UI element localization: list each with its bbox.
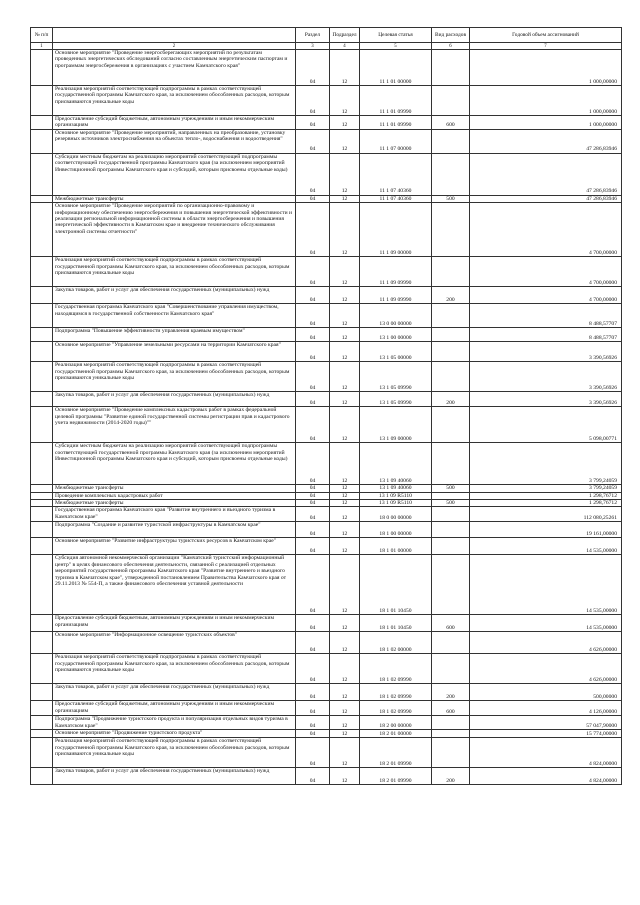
table-row [31,116,622,130]
row-target-cell: 18 0 00 00000 [360,507,432,522]
row-vid-cell: 200 [432,287,470,304]
row-target-cell: 11 1 07 40360 [360,195,432,202]
row-sum-cell: 15 774,00000 [470,730,622,738]
row-razdel-cell: 04 [296,153,330,195]
row-vid-cell [432,86,470,116]
row-name-cell: Субсидия автономной некоммерческой организации "Камчатский туристский информационный центр" в целях финансового обеспечения деятельности, связанной с реализацией отдельных мероприятий государственной программы Камчатского края "Развитие внутреннего и въездного туризма в Камчатском крае", утвержденной постановлением Правительства Камчатского края от 29.11.2013 № 554-П, а также финансового обеспечения уставной деятельности [53,555,296,615]
row-podrazdel-cell: 12 [330,342,360,362]
row-name-cell: Основное мероприятие "Проведение мероприятий по организационно-правовому и информационному обеспечению энергосбережения и повышения энергетической эффективности и реализации региональной информационной системы в области энергосбережения и повышения энергетической эффективности в Камчатском крае и внедрение технического обслуживания электронной системы отчетности" [53,203,296,257]
row-number-cell [31,287,53,304]
row-name-cell: Подпрограмма "Продвижение туристского продукта и популяризация отдельных видов туризма в Камчатском крае" [53,716,296,730]
row-vid-cell [432,304,470,328]
row-name-cell: Подпрограмма "Повышение эффективности управления краевым имуществом" [53,328,296,342]
table-row [31,362,622,392]
row-vid-cell [432,492,470,499]
index-cell: 7 [470,43,622,50]
row-number-cell [31,507,53,522]
row-podrazdel-cell: 12 [330,615,360,632]
row-number-cell [31,768,53,785]
row-vid-cell: 200 [432,768,470,785]
row-razdel-cell: 04 [296,392,330,407]
row-sum-cell: 14 535,00000 [470,615,622,632]
table-row [31,392,622,407]
row-target-cell: 13 1 09 R5110 [360,500,432,507]
row-target-cell: 11 1 01 09990 [360,116,432,130]
row-podrazdel-cell: 12 [330,304,360,328]
row-razdel-cell: 04 [296,615,330,632]
row-podrazdel-cell: 12 [330,632,360,654]
row-vid-cell: 200 [432,684,470,701]
row-target-cell: 18 1 01 00000 [360,538,432,555]
row-razdel-cell: 04 [296,116,330,130]
row-podrazdel-cell: 12 [330,153,360,195]
row-name-cell: Реализация мероприятий соответствующей подпрограммы в рамках соответствующей государственной программы Камчатского края, за исключением обособленных расходов, которым присваиваются уникальные коды [53,654,296,684]
row-name-cell: Основное мероприятие "Развитие инфраструктуры туристских ресурсов в Камчатском крае" [53,538,296,555]
row-vid-cell: 600 [432,701,470,716]
row-razdel-cell: 04 [296,50,330,86]
row-razdel-cell: 04 [296,684,330,701]
row-sum-cell: 57 047,90000 [470,716,622,730]
row-podrazdel-cell: 12 [330,50,360,86]
row-sum-cell: 4 126,00000 [470,701,622,716]
row-number-cell [31,500,53,507]
index-cell: 3 [296,43,330,50]
row-number-cell [31,522,53,538]
row-target-cell: 18 1 01 10450 [360,555,432,615]
row-sum-cell: 47 286,83946 [470,153,622,195]
row-sum-cell: 19 161,00000 [470,522,622,538]
row-vid-cell [432,50,470,86]
row-vid-cell [432,716,470,730]
table-row [31,257,622,287]
row-name-cell: Закупка товаров, работ и услуг для обеспечения государственных (муниципальных) нужд [53,287,296,304]
row-vid-cell [432,555,470,615]
row-name-cell: Предоставление субсидий бюджетным, автономным учреждениям и иным некоммерческим организациям [53,701,296,716]
table-row [31,555,622,615]
row-vid-cell: 500 [432,500,470,507]
row-number-cell [31,684,53,701]
header-podrazdel: Подраздел [330,28,360,43]
row-razdel-cell: 04 [296,492,330,499]
row-number-cell [31,257,53,287]
row-target-cell: 13 0 00 00000 [360,304,432,328]
row-target-cell: 13 1 09 00000 [360,407,432,443]
row-vid-cell: 600 [432,615,470,632]
table-row [31,615,622,632]
table-row [31,492,622,499]
row-podrazdel-cell: 12 [330,522,360,538]
table-row [31,287,622,304]
row-target-cell: 11 1 09 00000 [360,203,432,257]
table-row [31,654,622,684]
row-number-cell [31,730,53,738]
row-podrazdel-cell: 12 [330,257,360,287]
row-number-cell [31,50,53,86]
row-sum-cell: 4 700,00000 [470,203,622,257]
row-podrazdel-cell: 12 [330,555,360,615]
row-sum-cell: 1 000,00000 [470,86,622,116]
row-podrazdel-cell: 12 [330,203,360,257]
table-row [31,203,622,257]
row-name-cell: Государственная программа Камчатского края "Развитие внутреннего и въездного туризма в Камчатском крае" [53,507,296,522]
row-name-cell: Реализация мероприятий соответствующей подпрограммы в рамках соответствующей государственной программы Камчатского края, за исключением обособленных расходов, которым присваиваются уникальные коды [53,362,296,392]
header-vid: Вид расходов [432,28,470,43]
row-number-cell [31,492,53,499]
table-row [31,328,622,342]
row-vid-cell [432,153,470,195]
row-podrazdel-cell: 12 [330,116,360,130]
row-target-cell: 13 1 05 09990 [360,392,432,407]
row-name-cell: Подпрограмма "Создание и развитие туристской инфраструктуры в Камчатском крае" [53,522,296,538]
header-num: № п/п [31,28,53,43]
row-podrazdel-cell: 12 [330,768,360,785]
row-name-cell: Основное мероприятие "Управление земельными ресурсами на территории Камчатского края" [53,342,296,362]
row-razdel-cell: 04 [296,522,330,538]
row-sum-cell: 8 488,57707 [470,328,622,342]
row-name-cell: Предоставление субсидий бюджетным, автономным учреждениям и иным некоммерческим организациям [53,116,296,130]
budget-table-sheet [30,27,621,785]
row-target-cell: 18 1 01 10450 [360,615,432,632]
row-podrazdel-cell: 12 [330,500,360,507]
row-podrazdel-cell: 12 [330,407,360,443]
header-razdel: Раздел [296,28,330,43]
row-number-cell [31,654,53,684]
row-razdel-cell: 04 [296,342,330,362]
row-sum-cell: 3 799,24059 [470,443,622,485]
row-number-cell [31,485,53,492]
table-row [31,86,622,116]
row-podrazdel-cell: 12 [330,492,360,499]
row-razdel-cell: 04 [296,654,330,684]
row-number-cell [31,538,53,555]
row-razdel-cell: 04 [296,716,330,730]
row-podrazdel-cell: 12 [330,507,360,522]
row-number-cell [31,304,53,328]
row-razdel-cell: 04 [296,257,330,287]
row-vid-cell [432,507,470,522]
table-row [31,632,622,654]
row-target-cell: 18 1 02 09990 [360,654,432,684]
row-vid-cell [432,654,470,684]
row-razdel-cell: 04 [296,407,330,443]
index-cell: 5 [360,43,432,50]
row-razdel-cell: 04 [296,203,330,257]
row-target-cell: 13 1 05 00000 [360,342,432,362]
row-sum-cell: 1 000,00000 [470,50,622,86]
row-vid-cell [432,203,470,257]
row-target-cell: 13 1 09 40060 [360,443,432,485]
row-razdel-cell: 04 [296,730,330,738]
table-row [31,738,622,768]
row-number-cell [31,716,53,730]
row-name-cell: Реализация мероприятий соответствующей подпрограммы в рамках соответствующей государственной программы Камчатского края, за исключением обособленных расходов, которым присваиваются уникальные коды [53,738,296,768]
row-target-cell: 11 1 01 09990 [360,86,432,116]
row-number-cell [31,615,53,632]
row-target-cell: 13 1 00 00000 [360,328,432,342]
row-podrazdel-cell: 12 [330,485,360,492]
table-row [31,701,622,716]
index-cell: 6 [432,43,470,50]
row-number-cell [31,632,53,654]
index-cell: 2 [53,43,296,50]
row-razdel-cell: 04 [296,443,330,485]
row-target-cell: 18 1 02 00000 [360,632,432,654]
table-row [31,153,622,195]
table-row [31,485,622,492]
row-vid-cell: 500 [432,485,470,492]
row-number-cell [31,153,53,195]
row-razdel-cell: 04 [296,538,330,555]
row-name-cell: Межбюджетные трансферты [53,500,296,507]
row-podrazdel-cell: 12 [330,684,360,701]
row-sum-cell: 1 000,00000 [470,116,622,130]
row-sum-cell: 3 799,24059 [470,485,622,492]
row-sum-cell: 4 626,00000 [470,654,622,684]
row-vid-cell: 600 [432,116,470,130]
row-number-cell [31,203,53,257]
row-target-cell: 11 1 01 00000 [360,50,432,86]
row-sum-cell: 8 488,57707 [470,304,622,328]
row-razdel-cell: 04 [296,195,330,202]
row-sum-cell: 47 286,83946 [470,195,622,202]
row-name-cell: Государственная программа Камчатского края "Совершенствование управления имуществом, находящимся в государственной собственности Камчатского края" [53,304,296,328]
row-razdel-cell: 04 [296,738,330,768]
row-name-cell: Реализация мероприятий соответствующей подпрограммы в рамках соответствующей государственной программы Камчатского края, за исключением обособленных расходов, которым присваиваются уникальные коды [53,86,296,116]
header-name [53,28,296,43]
row-name-cell: Закупка товаров, работ и услуг для обеспечения государственных (муниципальных) нужд [53,684,296,701]
row-sum-cell: 4 700,00000 [470,287,622,304]
row-sum-cell: 4 700,00000 [470,257,622,287]
row-number-cell [31,129,53,153]
row-vid-cell [432,362,470,392]
row-podrazdel-cell: 12 [330,195,360,202]
row-vid-cell [432,538,470,555]
row-podrazdel-cell: 12 [330,129,360,153]
row-razdel-cell: 04 [296,287,330,304]
row-sum-cell: 4 626,00000 [470,632,622,654]
row-target-cell: 18 2 00 00000 [360,716,432,730]
index-cell: 4 [330,43,360,50]
row-target-cell: 13 1 05 09990 [360,362,432,392]
row-name-cell: Субсидии местным бюджетам на реализацию мероприятий соответствующей подпрограммы соответствующей государственной программы Камчатского края (за исключением мероприятий Инвестиционной программы Камчатского края и субсидий, которым присвоены отдельные коды) [53,443,296,485]
row-sum-cell: 1 298,76712 [470,500,622,507]
row-razdel-cell: 04 [296,328,330,342]
table-row [31,195,622,202]
row-target-cell: 18 2 01 09990 [360,768,432,785]
row-sum-cell: 14 535,00000 [470,538,622,555]
row-podrazdel-cell: 12 [330,738,360,768]
row-target-cell: 18 1 02 09990 [360,701,432,716]
table-body [31,50,622,785]
row-podrazdel-cell: 12 [330,287,360,304]
table-row [31,342,622,362]
row-razdel-cell: 04 [296,485,330,492]
row-sum-cell: 14 535,00000 [470,555,622,615]
table-row [31,50,622,86]
row-name-cell: Межбюджетные трансферты [53,485,296,492]
table-row [31,443,622,485]
row-razdel-cell: 04 [296,304,330,328]
row-podrazdel-cell: 12 [330,654,360,684]
row-number-cell [31,342,53,362]
row-razdel-cell: 04 [296,507,330,522]
index-cell: 1 [31,43,53,50]
table-row [31,522,622,538]
row-number-cell [31,555,53,615]
row-name-cell: Основное мероприятие "Проведение энергосберегающих мероприятий по результатам проведенных энергетических обследований согласно составленным энергетическим паспортам и программам энергосбережения в организациях с участием Камчатского края" [53,50,296,86]
row-name-cell: Закупка товаров, работ и услуг для обеспечения государственных (муниципальных) нужд [53,768,296,785]
row-vid-cell [432,328,470,342]
row-vid-cell [432,632,470,654]
row-razdel-cell: 04 [296,768,330,785]
table-row [31,716,622,730]
row-vid-cell: 500 [432,195,470,202]
row-razdel-cell: 04 [296,362,330,392]
table-row [31,684,622,701]
row-target-cell: 18 2 01 09990 [360,738,432,768]
row-target-cell: 11 1 09 09990 [360,287,432,304]
row-number-cell [31,392,53,407]
row-podrazdel-cell: 12 [330,701,360,716]
row-razdel-cell: 04 [296,500,330,507]
row-sum-cell: 3 390,56926 [470,392,622,407]
row-vid-cell: 200 [432,392,470,407]
row-sum-cell: 5 098,00771 [470,407,622,443]
row-vid-cell [432,257,470,287]
row-sum-cell: 1 298,76712 [470,492,622,499]
row-podrazdel-cell: 12 [330,730,360,738]
row-name-cell: Основное мероприятие "Информационное освещение туристских объектов" [53,632,296,654]
row-podrazdel-cell: 12 [330,392,360,407]
row-razdel-cell: 04 [296,129,330,153]
row-name-cell: Субсидии местным бюджетам на реализацию мероприятий соответствующей подпрограммы соответствующей государственной программы Камчатского края (за исключением мероприятий Инвестиционной программы Камчатского края и субсидий, которым присвоены отдельные коды) [53,153,296,195]
row-number-cell [31,116,53,130]
row-sum-cell: 47 286,83946 [470,129,622,153]
table-row [31,507,622,522]
row-razdel-cell: 04 [296,555,330,615]
row-razdel-cell: 04 [296,632,330,654]
row-name-cell: Закупка товаров, работ и услуг для обеспечения государственных (муниципальных) нужд [53,392,296,407]
table-row [31,768,622,785]
row-target-cell: 18 1 02 09990 [360,684,432,701]
row-vid-cell [432,129,470,153]
row-razdel-cell: 04 [296,701,330,716]
row-vid-cell [432,522,470,538]
row-podrazdel-cell: 12 [330,86,360,116]
table-header-row [31,28,622,43]
row-number-cell [31,407,53,443]
row-number-cell [31,86,53,116]
row-podrazdel-cell: 12 [330,443,360,485]
table-row [31,500,622,507]
row-target-cell: 11 1 07 00000 [360,129,432,153]
row-name-cell: Межбюджетные трансферты [53,195,296,202]
row-target-cell: 13 1 09 40060 [360,485,432,492]
row-name-cell: Основное мероприятие "Проведение комплексных кадастровых работ в рамках федеральной целевой программы "Развитие единой государственной системы регистрации прав и кадастрового учета недвижимости (2014-2020 годы)"" [53,407,296,443]
row-sum-cell: 3 390,56926 [470,362,622,392]
row-target-cell: 11 1 07 40360 [360,153,432,195]
row-name-cell: Проведение комплексных кадастровых работ [53,492,296,499]
row-number-cell [31,701,53,716]
row-sum-cell: 3 390,56926 [470,342,622,362]
row-vid-cell [432,730,470,738]
table-row [31,407,622,443]
row-sum-cell: 4 824,00000 [470,768,622,785]
header-target: Целевая статья [360,28,432,43]
row-vid-cell [432,407,470,443]
row-number-cell [31,328,53,342]
row-name-cell: Основное мероприятие "Продвижение туристского продукта" [53,730,296,738]
row-name-cell: Реализация мероприятий соответствующей подпрограммы в рамках соответствующей государственной программы Камчатского края, за исключением обособленных расходов, которым присваиваются уникальные коды [53,257,296,287]
row-number-cell [31,738,53,768]
header-sum: Годовой объем ассигнований [470,28,622,43]
row-sum-cell: 500,00000 [470,684,622,701]
row-podrazdel-cell: 12 [330,328,360,342]
row-target-cell: 11 1 09 09990 [360,257,432,287]
row-name-cell: Основное мероприятие "Проведение мероприятий, направленных на преобразование, установку резервных источников электроснабжения на объектах тепло-, водоснабжения и водоотведения" [53,129,296,153]
budget-table [30,27,622,785]
table-row [31,730,622,738]
row-number-cell [31,362,53,392]
row-vid-cell [432,342,470,362]
row-podrazdel-cell: 12 [330,362,360,392]
row-target-cell: 13 1 09 R5110 [360,492,432,499]
row-name-cell: Предоставление субсидий бюджетным, автономным учреждениям и иным некоммерческим организациям [53,615,296,632]
row-vid-cell [432,738,470,768]
table-row [31,538,622,555]
row-razdel-cell: 04 [296,86,330,116]
table-row [31,129,622,153]
row-target-cell: 18 1 00 00000 [360,522,432,538]
row-vid-cell [432,443,470,485]
row-podrazdel-cell: 12 [330,716,360,730]
row-target-cell: 18 2 01 00000 [360,730,432,738]
table-row [31,304,622,328]
row-number-cell [31,195,53,202]
row-number-cell [31,443,53,485]
column-index-row [31,43,622,50]
row-podrazdel-cell: 12 [330,538,360,555]
row-sum-cell: 4 824,00000 [470,738,622,768]
row-sum-cell: 112 080,25261 [470,507,622,522]
